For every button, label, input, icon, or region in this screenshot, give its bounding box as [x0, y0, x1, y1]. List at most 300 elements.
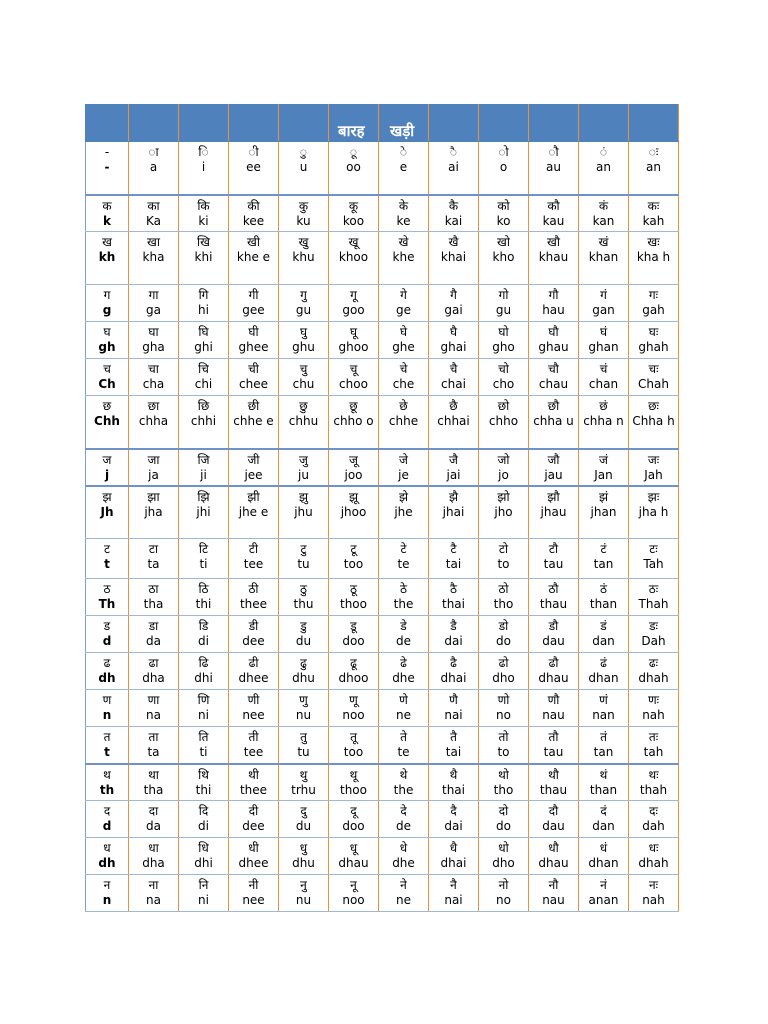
cell-roman: khi: [194, 250, 213, 264]
cell-glyph: झी: [247, 489, 260, 504]
cell-glyph: डू: [350, 619, 357, 633]
table-cell: [529, 616, 579, 653]
cell-glyph: को: [497, 198, 510, 213]
table-cell: [179, 539, 229, 579]
cell-glyph: डः: [649, 619, 658, 633]
cell-glyph: नि: [198, 878, 209, 892]
cell-glyph: टं: [600, 542, 607, 556]
table-row: [86, 838, 679, 875]
table-cell: [429, 690, 479, 727]
cell-glyph: गं: [600, 288, 607, 302]
cell-roman: dhee: [238, 856, 269, 870]
cell-roman: dhoo: [338, 671, 369, 685]
table-cell: [629, 232, 679, 285]
table-cell: [579, 359, 629, 396]
table-cell: [629, 486, 679, 539]
table-cell: [179, 396, 229, 449]
table-cell: [479, 690, 529, 727]
table-cell: [629, 616, 679, 653]
row-head-roman: g: [102, 303, 112, 317]
table-cell: [429, 764, 479, 801]
table-cell: [579, 616, 629, 653]
cell-glyph: जू: [349, 452, 358, 467]
cell-glyph: घि: [198, 325, 209, 339]
cell-roman: tho: [493, 597, 514, 611]
table-cell: [379, 727, 429, 764]
cell-glyph: गो: [498, 288, 509, 302]
table-cell: [179, 838, 229, 875]
cell-glyph: टू: [350, 542, 357, 556]
table-cell: [479, 539, 529, 579]
cell-roman: jha: [144, 504, 163, 519]
table-cell: [429, 322, 479, 359]
table-cell: [479, 486, 529, 539]
cell-glyph: घा: [148, 325, 159, 339]
row-head-cell: [86, 322, 129, 359]
cell-glyph: जौ: [547, 452, 560, 467]
table-cell: [629, 195, 679, 232]
cell-roman: dhah: [638, 671, 669, 685]
row-head-cell: [86, 875, 129, 912]
cell-glyph: कु: [298, 198, 309, 213]
cell-roman: the: [393, 597, 414, 611]
row-head-glyph: त: [103, 730, 111, 744]
cell-glyph: टी: [248, 542, 259, 556]
cell-roman: chhe: [388, 414, 419, 428]
cell-glyph: ◌ु: [299, 145, 308, 159]
table-cell: [479, 801, 529, 838]
cell-glyph: ना: [148, 878, 159, 892]
cell-roman: dhu: [292, 671, 315, 685]
table-cell: [429, 579, 479, 616]
table-cell: [279, 322, 329, 359]
table-cell: [279, 285, 329, 322]
table-row: [86, 727, 679, 764]
cell-glyph: ती: [248, 730, 259, 744]
table-cell: [479, 322, 529, 359]
table-row: [86, 539, 679, 579]
cell-roman: the: [393, 782, 414, 797]
cell-glyph: तु: [300, 730, 307, 744]
table-cell: [429, 875, 479, 912]
cell-glyph: ढू: [350, 656, 357, 670]
cell-glyph: ति: [198, 730, 209, 744]
cell-glyph: गः: [648, 288, 659, 302]
table-cell: [179, 616, 229, 653]
cell-roman: chha: [138, 414, 169, 428]
cell-roman: cho: [492, 377, 515, 391]
cell-glyph: ठे: [400, 582, 407, 596]
table-cell: [129, 690, 179, 727]
cell-roman: chai: [441, 377, 466, 391]
cell-glyph: ढः: [648, 656, 659, 670]
cell-roman: chho o: [333, 414, 374, 428]
cell-glyph: थू: [349, 767, 358, 782]
table-cell: [429, 801, 479, 838]
table-cell: [179, 232, 229, 285]
cell-glyph: डे: [400, 619, 407, 633]
cell-glyph: थी: [248, 767, 259, 782]
cell-roman: jha h: [638, 504, 669, 519]
cell-roman: choo: [339, 377, 368, 391]
table-row: [86, 875, 679, 912]
cell-roman: tan: [593, 557, 614, 571]
table-cell: [379, 690, 429, 727]
row-head-glyph: -: [104, 145, 110, 159]
table-cell: [529, 195, 579, 232]
cell-roman: thi: [195, 597, 212, 611]
cell-glyph: ◌ौ: [548, 145, 559, 159]
cell-roman: jo: [498, 467, 509, 482]
cell-roman: tee: [243, 745, 264, 759]
cell-roman: kah: [642, 213, 665, 228]
cell-roman: jhu: [294, 504, 313, 519]
table-cell: [379, 486, 429, 539]
cell-glyph: तः: [648, 730, 659, 744]
table-title-word-1: बारह: [338, 122, 365, 140]
table-cell: [379, 232, 429, 285]
table-cell: [379, 359, 429, 396]
cell-glyph: ढै: [450, 656, 457, 670]
cell-glyph: दै: [450, 804, 457, 818]
cell-glyph: खो: [497, 235, 510, 249]
table-cell: [479, 396, 529, 449]
row-head-roman: dh: [98, 856, 116, 870]
table-cell: [429, 195, 479, 232]
cell-glyph: डै: [450, 619, 457, 633]
table-cell: [329, 838, 379, 875]
table-row: [86, 653, 679, 690]
table-cell: [129, 396, 179, 449]
cell-glyph: खू: [348, 235, 359, 249]
cell-roman: di: [198, 819, 209, 833]
cell-glyph: दं: [600, 804, 607, 818]
row-head-roman: k: [103, 213, 111, 228]
table-row: [86, 396, 679, 449]
cell-glyph: ठी: [248, 582, 259, 596]
table-cell: [279, 764, 329, 801]
row-head-cell: [86, 764, 129, 801]
cell-glyph: खु: [298, 235, 309, 249]
table-cell: [129, 486, 179, 539]
row-head-roman: Th: [98, 597, 116, 611]
cell-roman: no: [496, 708, 511, 722]
cell-glyph: नी: [248, 878, 259, 892]
cell-glyph: ◌े: [399, 145, 408, 159]
cell-roman: dho: [492, 856, 515, 870]
table-cell: [279, 690, 329, 727]
cell-glyph: घे: [399, 325, 408, 339]
table-cell: [229, 322, 279, 359]
cell-roman: goo: [342, 303, 365, 317]
row-head-glyph: द: [103, 804, 111, 818]
cell-glyph: दु: [300, 804, 307, 818]
table-cell: [129, 142, 179, 195]
cell-roman: nu: [295, 893, 312, 907]
cell-glyph: नू: [350, 878, 357, 892]
table-cell: [529, 690, 579, 727]
row-head-glyph: ख: [102, 235, 112, 249]
cell-roman: da: [146, 819, 161, 833]
cell-roman: ja: [148, 467, 159, 482]
cell-glyph: ठो: [498, 582, 509, 596]
cell-glyph: थः: [648, 767, 659, 782]
cell-roman: dha: [142, 856, 165, 870]
cell-roman: gu: [495, 303, 512, 317]
table-cell: [329, 142, 379, 195]
table-cell: [229, 195, 279, 232]
cell-glyph: धु: [299, 841, 308, 855]
cell-roman: ghi: [194, 340, 213, 354]
table-cell: [579, 838, 629, 875]
cell-glyph: खे: [398, 235, 409, 249]
cell-glyph: नो: [498, 878, 509, 892]
cell-roman: jhe: [394, 504, 413, 519]
cell-glyph: धो: [498, 841, 509, 855]
cell-glyph: छु: [299, 399, 308, 413]
cell-roman: jhau: [540, 504, 567, 519]
table-cell: [479, 875, 529, 912]
table-cell: [229, 539, 279, 579]
cell-glyph: ते: [400, 730, 407, 744]
cell-roman: ai: [448, 160, 459, 174]
cell-roman: ki: [198, 213, 209, 228]
cell-roman: doo: [342, 819, 365, 833]
cell-glyph: धौ: [548, 841, 559, 855]
cell-roman: jhoo: [340, 504, 367, 519]
row-head-roman: th: [99, 782, 115, 797]
cell-roman: nai: [444, 893, 463, 907]
cell-roman: i: [201, 160, 206, 174]
cell-glyph: डा: [148, 619, 159, 633]
cell-roman: gai: [444, 303, 463, 317]
cell-roman: do: [496, 634, 511, 648]
table-cell: [329, 322, 379, 359]
table-cell: [279, 727, 329, 764]
table-cell: [479, 579, 529, 616]
cell-roman: ku: [296, 213, 311, 228]
table-cell: [529, 486, 579, 539]
cell-roman: Tah: [643, 557, 664, 571]
cell-glyph: डी: [248, 619, 259, 633]
table-cell: [629, 285, 679, 322]
cell-roman: o: [499, 160, 508, 174]
cell-glyph: तं: [600, 730, 607, 744]
cell-roman: dha: [142, 671, 165, 685]
cell-roman: an: [646, 160, 661, 174]
table-cell: [379, 142, 429, 195]
table-cell: [229, 486, 279, 539]
cell-roman: dhau: [538, 671, 569, 685]
cell-glyph: ◌ं: [599, 145, 608, 159]
cell-roman: doo: [342, 634, 365, 648]
cell-roman: di: [198, 634, 209, 648]
row-head-glyph: ड: [103, 619, 111, 633]
cell-roman: chha u: [533, 414, 574, 428]
cell-roman: tah: [643, 745, 664, 759]
cell-glyph: जु: [299, 452, 308, 467]
cell-roman: thoo: [340, 597, 367, 611]
table-cell: [429, 359, 479, 396]
table-cell: [279, 195, 329, 232]
table-cell: [329, 653, 379, 690]
row-head-cell: [86, 359, 129, 396]
table-cell: [329, 690, 379, 727]
row-head-cell: [86, 653, 129, 690]
cell-roman: jhan: [590, 504, 617, 519]
table-cell: [429, 486, 479, 539]
cell-roman: cha: [142, 377, 165, 391]
row-head-glyph: न: [103, 878, 111, 892]
cell-glyph: दू: [350, 804, 357, 818]
table-cell: [179, 449, 229, 486]
row-head-roman: n: [102, 893, 112, 907]
row-head-cell: [86, 285, 129, 322]
cell-roman: de: [396, 819, 411, 833]
table-cell: [329, 616, 379, 653]
table-cell: [329, 449, 379, 486]
table-cell: [279, 396, 329, 449]
cell-glyph: गौ: [548, 288, 559, 302]
cell-glyph: कि: [197, 198, 210, 213]
cell-roman: ge: [396, 303, 411, 317]
table-cell: [129, 838, 179, 875]
table-row: [86, 142, 679, 195]
table-cell: [129, 653, 179, 690]
cell-glyph: झे: [398, 489, 409, 504]
table-row: [86, 449, 679, 486]
table-cell: [529, 579, 579, 616]
cell-roman: khau: [538, 250, 569, 264]
cell-roman: chho: [488, 414, 519, 428]
cell-glyph: नु: [300, 878, 307, 892]
table-cell: [179, 142, 229, 195]
table-cell: [379, 579, 429, 616]
table-cell: [379, 801, 429, 838]
cell-glyph: टि: [198, 542, 209, 556]
cell-glyph: जे: [399, 452, 408, 467]
cell-glyph: चो: [498, 362, 509, 376]
cell-glyph: झा: [147, 489, 160, 504]
cell-roman: jhai: [442, 504, 465, 519]
table-cell: [529, 285, 579, 322]
cell-roman: dhau: [338, 856, 369, 870]
cell-roman: dan: [592, 819, 615, 833]
cell-glyph: चं: [599, 362, 608, 376]
table-cell: [529, 801, 579, 838]
cell-roman: na: [146, 708, 161, 722]
cell-roman: chi: [194, 377, 213, 391]
table-cell: [629, 764, 679, 801]
cell-glyph: थै: [449, 767, 458, 782]
cell-glyph: धी: [248, 841, 259, 855]
table-cell: [329, 285, 379, 322]
table-cell: [579, 322, 629, 359]
cell-roman: thee: [239, 597, 268, 611]
cell-roman: koo: [342, 213, 365, 228]
table-cell: [379, 616, 429, 653]
cell-roman: anan: [588, 893, 619, 907]
row-head-cell: [86, 690, 129, 727]
row-head-glyph: झ: [102, 489, 112, 504]
table-cell: [129, 616, 179, 653]
cell-roman: ghoo: [338, 340, 369, 354]
cell-glyph: धै: [449, 841, 458, 855]
cell-roman: ghai: [440, 340, 467, 354]
cell-glyph: गे: [400, 288, 407, 302]
cell-glyph: छौ: [547, 399, 560, 413]
table-cell: [479, 727, 529, 764]
cell-roman: ga: [146, 303, 161, 317]
row-head-glyph: थ: [103, 767, 111, 782]
table-cell: [379, 285, 429, 322]
cell-glyph: णः: [647, 693, 660, 707]
table-cell: [129, 359, 179, 396]
cell-roman: ne: [396, 708, 411, 722]
table-cell: [179, 801, 229, 838]
cell-roman: du: [295, 634, 312, 648]
cell-roman: chee: [239, 377, 268, 391]
cell-roman: too: [343, 745, 364, 759]
cell-glyph: चे: [399, 362, 408, 376]
cell-glyph: दे: [400, 804, 407, 818]
cell-glyph: थु: [299, 767, 308, 782]
cell-glyph: खं: [598, 235, 609, 249]
cell-roman: tan: [593, 745, 614, 759]
cell-glyph: ढि: [198, 656, 209, 670]
cell-roman: to: [497, 557, 510, 571]
cell-glyph: टः: [649, 542, 658, 556]
cell-glyph: धे: [399, 841, 408, 855]
table-cell: [529, 396, 579, 449]
table-row: [86, 195, 679, 232]
row-head-cell: [86, 539, 129, 579]
cell-glyph: टै: [450, 542, 457, 556]
table-cell: [329, 359, 379, 396]
cell-glyph: गू: [350, 288, 357, 302]
cell-roman: ghan: [588, 340, 619, 354]
cell-glyph: णं: [599, 693, 608, 707]
cell-glyph: धं: [599, 841, 608, 855]
table-cell: [529, 449, 579, 486]
table-cell: [529, 653, 579, 690]
table-cell: [229, 653, 279, 690]
cell-glyph: खः: [647, 235, 660, 249]
table-cell: [329, 396, 379, 449]
cell-glyph: गा: [148, 288, 159, 302]
row-head-cell: [86, 801, 129, 838]
cell-roman: Ka: [145, 213, 161, 228]
table-cell: [379, 764, 429, 801]
table-cell: [529, 322, 579, 359]
cell-roman: e: [399, 160, 408, 174]
cell-roman: je: [398, 467, 409, 482]
cell-roman: jhi: [196, 504, 211, 519]
cell-roman: dau: [542, 634, 565, 648]
cell-roman: a: [149, 160, 158, 174]
table-cell: [129, 449, 179, 486]
cell-roman: dan: [592, 634, 615, 648]
table-cell: [279, 449, 329, 486]
cell-roman: than: [589, 782, 618, 797]
cell-roman: te: [397, 557, 410, 571]
cell-roman: nah: [642, 893, 665, 907]
cell-glyph: धा: [148, 841, 159, 855]
table-title-word-2: खड़ी: [390, 122, 415, 140]
cell-roman: noo: [342, 893, 365, 907]
cell-roman: jee: [244, 467, 263, 482]
cell-glyph: घो: [498, 325, 509, 339]
